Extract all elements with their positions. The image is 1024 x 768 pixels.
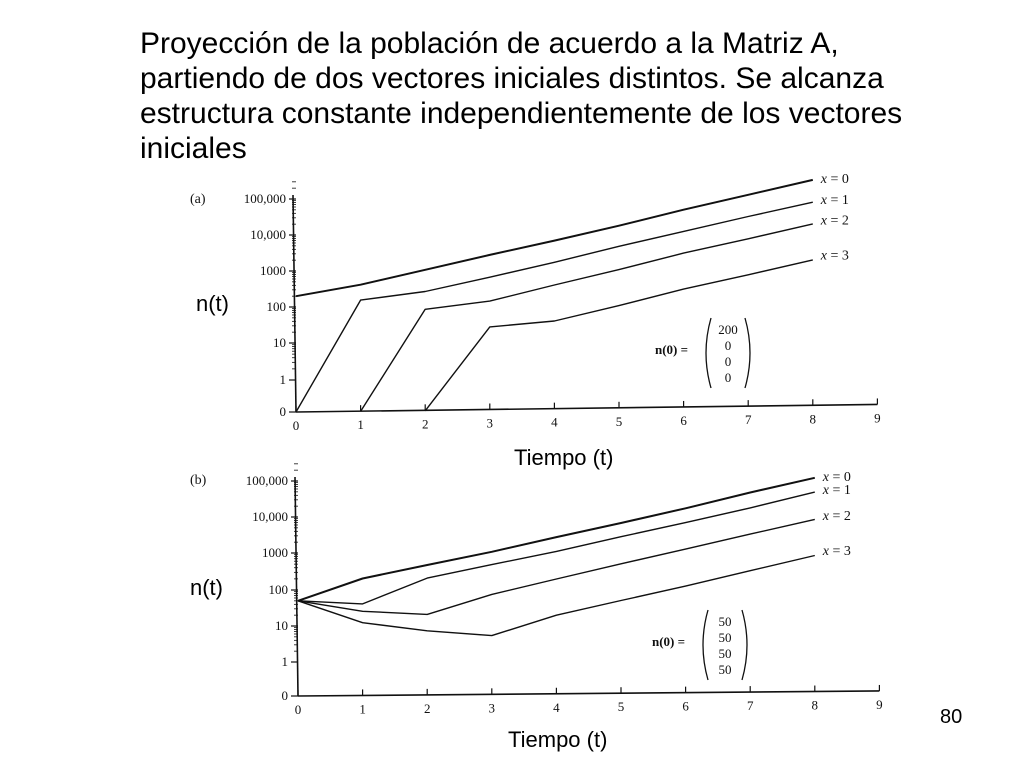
x-tick-label: 3 [488, 700, 496, 716]
y-tick-label: 100 [268, 582, 288, 597]
y-tick-label: 10 [273, 335, 286, 350]
vector-bracket-left [703, 610, 708, 680]
series-label: x = 3 [820, 248, 849, 264]
panel-letter: (a) [190, 192, 206, 207]
y-axis-line [295, 477, 298, 696]
x-axis-label-b: Tiempo (t) [508, 727, 608, 752]
series-line-1 [296, 202, 813, 412]
x-tick-label: 2 [423, 700, 431, 716]
vector-entry: 200 [718, 322, 738, 337]
x-tick-label: 0 [292, 418, 300, 433]
vector-bracket-right [745, 318, 750, 388]
slide-title: Proyección de la población de acuerdo a la Matriz A, partiendo de dos vectores iniciales distintos. Se alcanza estructura constante independientemente de los vectores iniciales [140, 27, 903, 165]
y-axis-label-a: n(t) [196, 291, 229, 316]
x-axis-line [298, 691, 879, 696]
x-tick-label: 7 [746, 698, 754, 714]
series-line-1 [298, 492, 815, 604]
series-line-3 [425, 260, 813, 411]
vector-entry: 50 [718, 630, 732, 645]
series-label: x = 3 [822, 543, 851, 559]
x-tick-label: 3 [486, 415, 494, 431]
y-tick-label: 10 [275, 618, 288, 633]
chart-panel-b [190, 464, 883, 717]
y-tick-label: 100,000 [245, 473, 288, 488]
x-tick-label: 1 [359, 701, 366, 717]
series-label: x = 1 [820, 192, 849, 208]
y-tick-label: 1 [279, 372, 286, 387]
x-axis-label-a: Tiempo (t) [514, 445, 614, 470]
x-tick-label: 6 [680, 412, 687, 428]
y-tick-label: 1000 [262, 545, 288, 560]
series-label: x = 2 [822, 508, 851, 524]
x-tick-label: 8 [809, 411, 817, 427]
initial-vector-label: n(0) = [655, 342, 689, 357]
series-label: x = 1 [822, 482, 851, 498]
y-tick-label: 0 [281, 688, 288, 703]
x-tick-label: 6 [682, 698, 689, 714]
y-tick-label: 10,000 [252, 509, 288, 524]
vector-entry: 0 [724, 370, 732, 385]
series-line-2 [361, 224, 813, 412]
vector-entry: 50 [718, 614, 732, 629]
x-tick-label: 5 [615, 413, 623, 429]
y-tick-label: 1000 [260, 263, 286, 278]
x-tick-label: 2 [421, 416, 429, 432]
vector-bracket-right [742, 610, 747, 680]
series-line-3 [298, 556, 815, 636]
y-tick-label: 100,000 [243, 191, 286, 206]
y-tick-label: 1 [281, 654, 288, 669]
series-label: x = 0 [822, 469, 851, 485]
y-tick-label: 0 [279, 404, 286, 419]
x-tick-label: 4 [551, 414, 558, 430]
initial-vector-label: n(0) = [652, 634, 686, 649]
panel-letter: (b) [190, 473, 207, 488]
series-label: x = 2 [820, 213, 849, 229]
vector-bracket-left [706, 318, 711, 388]
x-axis-line [296, 404, 877, 412]
series-line-0 [298, 478, 815, 601]
chart-panel-a [190, 172, 881, 433]
x-tick-label: 4 [553, 699, 560, 715]
vector-entry: 0 [724, 338, 732, 353]
y-axis-label-b: n(t) [190, 575, 223, 600]
x-tick-label: 0 [294, 702, 302, 717]
series-line-0 [296, 180, 813, 296]
page-number: 80 [940, 706, 963, 728]
y-tick-label: 10,000 [250, 227, 286, 242]
y-tick-label: 100 [266, 299, 286, 314]
x-tick-label: 9 [874, 410, 881, 426]
series-line-2 [298, 519, 815, 614]
x-tick-label: 7 [744, 412, 752, 428]
x-tick-label: 5 [617, 699, 625, 715]
x-tick-label: 9 [876, 696, 883, 712]
series-label: x = 0 [820, 171, 849, 187]
vector-entry: 50 [718, 662, 732, 677]
vector-entry: 0 [724, 354, 732, 369]
vector-entry: 50 [718, 646, 732, 661]
x-tick-label: 8 [811, 697, 819, 713]
x-tick-label: 1 [357, 417, 364, 433]
